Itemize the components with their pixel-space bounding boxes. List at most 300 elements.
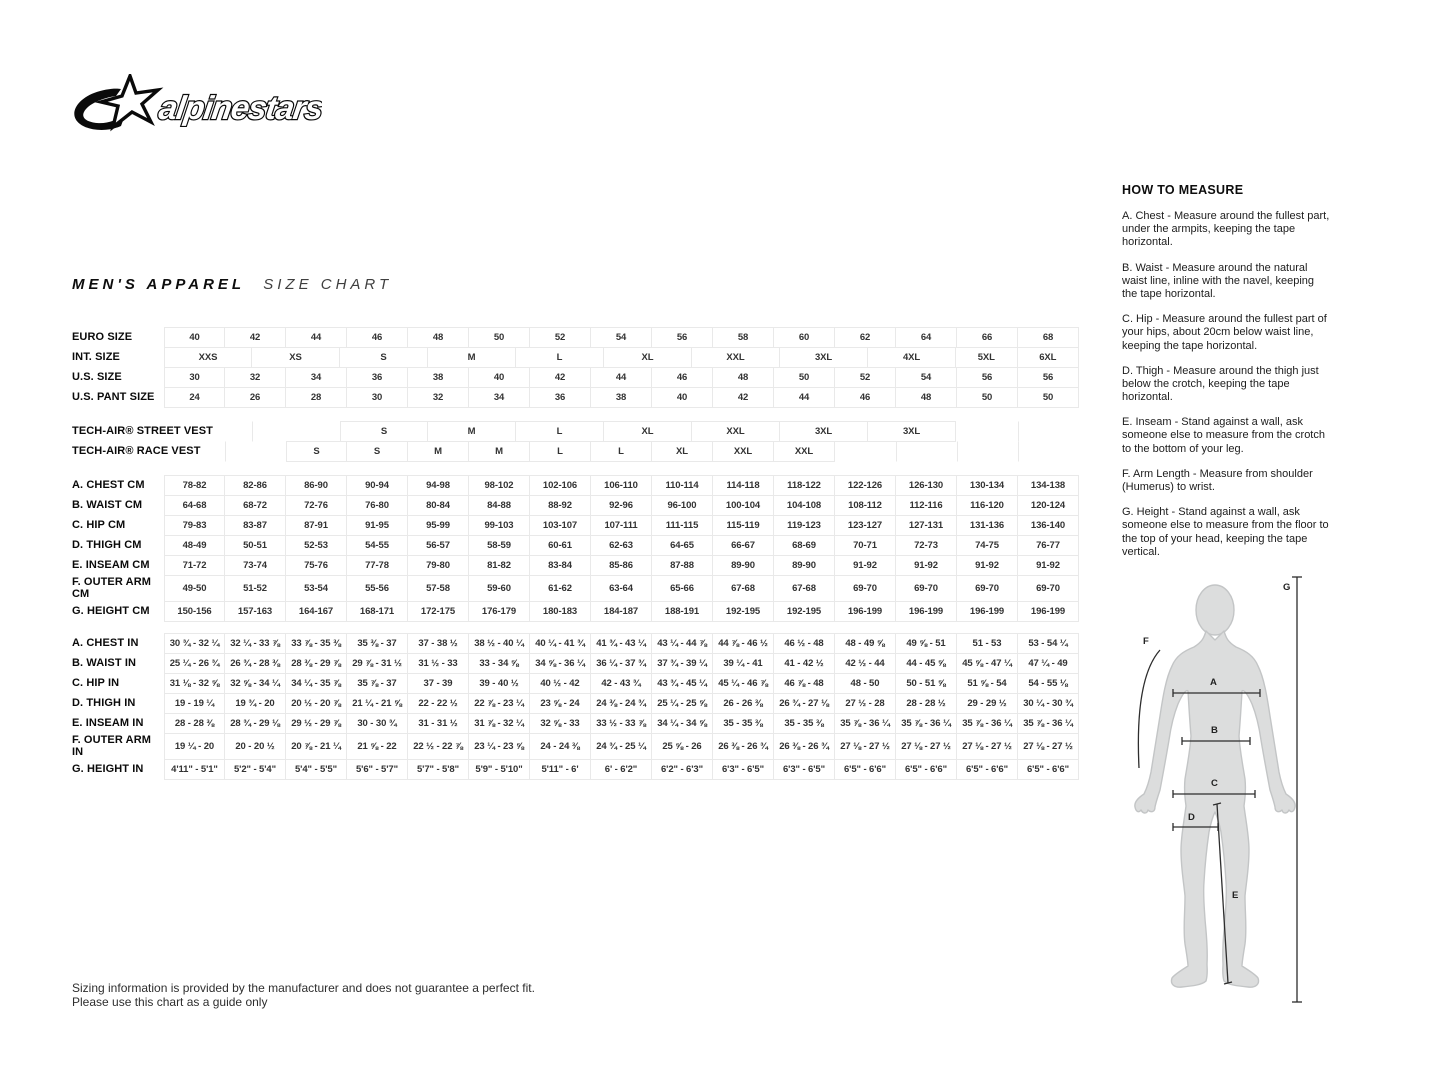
table-group-tech (72, 421, 1080, 462)
table-row (72, 367, 1080, 388)
table-cell: M (408, 441, 469, 462)
table-cell (957, 441, 1018, 462)
table-cell: 64 (896, 327, 957, 348)
row-cells (164, 733, 1080, 760)
table-cell: 26 ⅜ - 26 ¾ (774, 733, 835, 760)
table-group-in (72, 633, 1080, 780)
table-cell: 51-52 (225, 575, 286, 602)
table-cell: 35 ⅞ - 36 ¼ (1018, 713, 1079, 734)
table-cell: 91-92 (957, 555, 1018, 576)
row-cells (164, 475, 1080, 496)
table-cell: 176-179 (469, 601, 530, 622)
table-row (72, 327, 1080, 348)
table-cell: 180-183 (530, 601, 591, 622)
table-cell: 71-72 (164, 555, 225, 576)
table-cell: 40 ½ - 42 (530, 673, 591, 694)
table-cell: 87-88 (652, 555, 713, 576)
figure-label-inseam: E (1232, 890, 1239, 901)
table-cell: 33 ½ - 33 ⅞ (591, 713, 652, 734)
figure-head (1196, 585, 1234, 635)
table-cell: 102-106 (530, 475, 591, 496)
row-label: G. HEIGHT IN (72, 762, 144, 775)
table-cell: 28 - 28 ½ (896, 693, 957, 714)
table-cell: 48-49 (164, 535, 225, 556)
page-title-sub: SIZE CHART (263, 276, 393, 293)
table-cell: 35 ⅞ - 36 ¼ (896, 713, 957, 734)
logo-wordmark: alpinestars (156, 90, 322, 127)
table-cell: 31 - 31 ½ (408, 713, 469, 734)
table-cell: 56 (957, 367, 1018, 388)
table-cell: 83-84 (530, 555, 591, 576)
table-cell: 26 (225, 387, 286, 408)
table-cell: 22 ½ - 22 ⅞ (408, 733, 469, 760)
table-cell: 26 ¾ - 27 ⅛ (774, 693, 835, 714)
table-cell: 56-57 (408, 535, 469, 556)
table-cell: 106-110 (591, 475, 652, 496)
row-cells (164, 673, 1080, 694)
table-cell: 54 (896, 367, 957, 388)
table-cell: 5'6" - 5'7" (347, 759, 408, 780)
table-cell: 38 ½ - 40 ¼ (469, 633, 530, 654)
table-cell: 38 (591, 387, 652, 408)
table-cell: 37 ¾ - 39 ¼ (652, 653, 713, 674)
figure-label-hip: C (1211, 778, 1218, 789)
table-cell: 27 ⅛ - 27 ½ (835, 733, 896, 760)
row-cells (164, 713, 1080, 734)
table-cell: 19 ¼ - 20 (164, 733, 225, 760)
table-cell: 28 - 28 ⅜ (164, 713, 225, 734)
table-cell: 6'5" - 6'6" (957, 759, 1018, 780)
table-cell: 35 ⅞ - 36 ¼ (957, 713, 1018, 734)
table-cell: 91-92 (835, 555, 896, 576)
table-cell: 6'2" - 6'3" (652, 759, 713, 780)
table-cell: 5XL (956, 347, 1018, 368)
table-cell: 40 (652, 387, 713, 408)
table-cell: 24 - 24 ⅜ (530, 733, 591, 760)
table-cell: 98-102 (469, 475, 530, 496)
table-cell: 44 ⅞ - 46 ½ (713, 633, 774, 654)
table-cell: 67-68 (713, 575, 774, 602)
table-cell: 59-60 (469, 575, 530, 602)
table-cell: 34 (286, 367, 347, 388)
table-cell: 26 ¾ - 28 ⅜ (225, 653, 286, 674)
measure-instruction-hip: C. Hip - Measure around the fullest part of your hips, about 20cm below waist line, keeping the tape horizontal. (1122, 313, 1327, 352)
table-cell: 30 - 30 ¾ (347, 713, 408, 734)
table-cell: 55-56 (347, 575, 408, 602)
row-label: E. INSEAM IN (72, 716, 144, 729)
table-cell: 76-80 (347, 495, 408, 516)
table-cell: 32 (225, 367, 286, 388)
table-cell: 127-131 (896, 515, 957, 536)
row-label: B. WAIST CM (72, 498, 143, 511)
table-cell: 53-54 (286, 575, 347, 602)
table-cell: 33 ⅞ - 35 ⅜ (286, 633, 347, 654)
row-cells (164, 495, 1080, 516)
table-cell: 91-92 (896, 555, 957, 576)
row-label: D. THIGH CM (72, 538, 142, 551)
table-cell: 85-86 (591, 555, 652, 576)
table-cell: 184-187 (591, 601, 652, 622)
table-cell: 5'4" - 5'5" (286, 759, 347, 780)
table-cell: 64-65 (652, 535, 713, 556)
table-cell: 46 (347, 327, 408, 348)
table-cell: 6' - 6'2" (591, 759, 652, 780)
table-cell: 188-191 (652, 601, 713, 622)
row-label: D. THIGH IN (72, 696, 136, 709)
row-cells (164, 575, 1080, 602)
table-cell: 25 ¼ - 25 ⅝ (652, 693, 713, 714)
table-cell: 6'5" - 6'6" (1018, 759, 1079, 780)
row-cells (164, 347, 1080, 368)
table-cell: 26 - 26 ⅜ (713, 693, 774, 714)
table-cell: 79-83 (164, 515, 225, 536)
table-cell: 44 - 45 ⅝ (896, 653, 957, 674)
measurement-figure (1130, 574, 1316, 1017)
table-cell: 67-68 (774, 575, 835, 602)
table-cell: S (286, 441, 347, 462)
table-cell: 20 ½ - 20 ⅞ (286, 693, 347, 714)
row-cells (164, 421, 1080, 442)
table-cell: 31 ⅞ - 32 ¼ (469, 713, 530, 734)
table-cell: 99-103 (469, 515, 530, 536)
table-cell: XXL (692, 421, 780, 442)
table-cell: 34 ¼ - 34 ⅝ (652, 713, 713, 734)
table-cell: 4XL (868, 347, 956, 368)
table-cell: XL (652, 441, 713, 462)
table-cell: 22 ⅞ - 23 ¼ (469, 693, 530, 714)
table-cell: 90-94 (347, 475, 408, 496)
measure-instruction-inseam: E. Inseam - Stand against a wall, ask someone else to measure from the crotch to the bottom of your leg. (1122, 416, 1325, 455)
table-cell: 56 (652, 327, 713, 348)
table-cell: 35 ⅞ - 37 (347, 673, 408, 694)
table-cell: XL (604, 421, 692, 442)
table-cell (956, 421, 1018, 442)
table-cell: 65-66 (652, 575, 713, 602)
table-row (72, 693, 1080, 714)
table-cell: 89-90 (713, 555, 774, 576)
table-cell: 19 ¾ - 20 (225, 693, 286, 714)
table-cell: 44 (774, 387, 835, 408)
table-cell (896, 441, 957, 462)
table-cell: 89-90 (774, 555, 835, 576)
table-cell: 95-99 (408, 515, 469, 536)
table-cell: 38 (408, 367, 469, 388)
table-cell: 80-84 (408, 495, 469, 516)
row-cells (164, 515, 1080, 536)
table-cell: 72-76 (286, 495, 347, 516)
table-cell: 39 ¼ - 41 (713, 653, 774, 674)
table-cell: 22 - 22 ½ (408, 693, 469, 714)
how-to-measure-heading: HOW TO MEASURE (1122, 183, 1244, 197)
table-cell: 43 ¾ - 45 ¼ (652, 673, 713, 694)
table-cell: 77-78 (347, 555, 408, 576)
table-cell: 46 ⅞ - 48 (774, 673, 835, 694)
table-cell: 164-167 (286, 601, 347, 622)
page-title (72, 276, 392, 293)
table-row (72, 515, 1080, 536)
table-cell: L (516, 421, 604, 442)
table-cell: 39 - 40 ½ (469, 673, 530, 694)
table-cell: 52-53 (286, 535, 347, 556)
row-cells (164, 387, 1080, 408)
table-cell: M (428, 347, 516, 368)
measure-instruction-waist: B. Waist - Measure around the natural waist line, inline with the navel, keeping the tape horizontal. (1122, 261, 1315, 300)
table-cell: 86-90 (286, 475, 347, 496)
table-cell: 66-67 (713, 535, 774, 556)
table-cell: 48 (713, 367, 774, 388)
table-cell: 100-104 (713, 495, 774, 516)
table-row (72, 441, 1080, 462)
table-cell: 60-61 (530, 535, 591, 556)
table-cell: 50-51 (225, 535, 286, 556)
table-cell: 110-114 (652, 475, 713, 496)
table-cell: 27 ⅛ - 27 ½ (896, 733, 957, 760)
row-cells (164, 535, 1080, 556)
table-cell: 6'5" - 6'6" (835, 759, 896, 780)
table-cell: 42 ½ - 44 (835, 653, 896, 674)
table-cell: 35 - 35 ⅜ (713, 713, 774, 734)
table-cell: 57-58 (408, 575, 469, 602)
table-cell: 34 (469, 387, 530, 408)
table-cell: 46 (652, 367, 713, 388)
table-cell: 45 ⅝ - 47 ¼ (957, 653, 1018, 674)
table-cell: 31 ½ - 33 (408, 653, 469, 674)
table-cell: 40 (164, 327, 225, 348)
table-cell: 40 (469, 367, 530, 388)
table-cell: 61-62 (530, 575, 591, 602)
row-label: TECH-AIR® STREET VEST (72, 424, 213, 437)
table-cell: 103-107 (530, 515, 591, 536)
table-cell: 32 (408, 387, 469, 408)
row-label: EURO SIZE (72, 330, 133, 343)
row-cells (164, 601, 1080, 622)
table-cell: L (516, 347, 604, 368)
logo-star (101, 76, 158, 127)
table-row (72, 575, 1080, 602)
table-cell: 172-175 (408, 601, 469, 622)
table-cell: XXL (692, 347, 780, 368)
row-label: U.S. SIZE (72, 370, 122, 383)
table-cell: 41 ¾ - 43 ¼ (591, 633, 652, 654)
row-label: TECH-AIR® RACE VEST (72, 444, 201, 457)
table-cell: 30 ¾ - 32 ¼ (164, 633, 225, 654)
table-cell: 50 (469, 327, 530, 348)
table-cell: 44 (286, 327, 347, 348)
table-cell: 82-86 (225, 475, 286, 496)
table-cell: 33 - 34 ⅝ (469, 653, 530, 674)
table-cell: 24 ⅜ - 24 ¾ (591, 693, 652, 714)
table-cell: 43 ¼ - 44 ⅞ (652, 633, 713, 654)
table-cell: 34 ⅝ - 36 ¼ (530, 653, 591, 674)
row-label: E. INSEAM CM (72, 558, 150, 571)
table-cell: 6XL (1018, 347, 1080, 368)
table-cell: 83-87 (225, 515, 286, 536)
row-cells (164, 653, 1080, 674)
table-row (72, 555, 1080, 576)
table-cell: 134-138 (1018, 475, 1079, 496)
table-cell: 6'3" - 6'5" (774, 759, 835, 780)
table-cell: 54-55 (347, 535, 408, 556)
table-cell: 50 - 51 ⅝ (896, 673, 957, 694)
table-cell: XL (604, 347, 692, 368)
table-cell: 69-70 (1018, 575, 1079, 602)
table-cell: 27 ½ - 28 (835, 693, 896, 714)
table-cell: 51 - 53 (957, 633, 1018, 654)
row-label: C. HIP IN (72, 676, 120, 689)
table-cell: 31 ⅛ - 32 ⅝ (164, 673, 225, 694)
table-cell: 96-100 (652, 495, 713, 516)
table-cell: 48 - 50 (835, 673, 896, 694)
table-cell: 46 ½ - 48 (774, 633, 835, 654)
table-row (72, 759, 1080, 780)
table-cell: 76-77 (1018, 535, 1079, 556)
table-cell: 41 - 42 ½ (774, 653, 835, 674)
table-cell: XXL (774, 441, 835, 462)
table-cell: 64-68 (164, 495, 225, 516)
table-cell (835, 441, 896, 462)
table-row (72, 347, 1080, 368)
table-cell: M (428, 421, 516, 442)
table-cell: 107-111 (591, 515, 652, 536)
table-cell: 49 ⅝ - 51 (896, 633, 957, 654)
table-cell: 30 (164, 367, 225, 388)
table-cell: 36 (347, 367, 408, 388)
table-row (72, 475, 1080, 496)
table-cell: 118-122 (774, 475, 835, 496)
table-cell: 5'7" - 5'8" (408, 759, 469, 780)
row-label: F. OUTER ARM IN (72, 734, 152, 758)
footer-line-1: Sizing information is provided by the manufacturer and does not guarantee a perfect fit. (72, 981, 535, 995)
table-cell: 28 (286, 387, 347, 408)
table-cell: 5'9" - 5'10" (469, 759, 530, 780)
row-label: F. OUTER ARM CM (72, 576, 152, 600)
table-cell: S (340, 421, 428, 442)
table-cell: 51 ⅝ - 54 (957, 673, 1018, 694)
table-cell: 32 ⅝ - 34 ¼ (225, 673, 286, 694)
table-cell: 69-70 (957, 575, 1018, 602)
table-cell: 21 ⅝ - 22 (347, 733, 408, 760)
table-cell: 111-115 (652, 515, 713, 536)
table-cell: 20 - 20 ½ (225, 733, 286, 760)
table-cell: 68-69 (774, 535, 835, 556)
table-cell: 63-64 (591, 575, 652, 602)
table-cell: 27 ⅛ - 27 ½ (957, 733, 1018, 760)
table-row (72, 387, 1080, 408)
alpinestars-logo-icon (70, 74, 322, 136)
table-cell: 196-199 (896, 601, 957, 622)
table-cell: 87-91 (286, 515, 347, 536)
table-cell: XXS (164, 347, 252, 368)
table-cell: 68 (1018, 327, 1079, 348)
table-cell: 115-119 (713, 515, 774, 536)
table-cell: 37 - 38 ½ (408, 633, 469, 654)
row-cells (164, 693, 1080, 714)
table-cell: 68-72 (225, 495, 286, 516)
figure-label-thigh: D (1188, 812, 1195, 823)
table-group-sizes (72, 327, 1080, 408)
table-row (72, 601, 1080, 622)
table-cell: 126-130 (896, 475, 957, 496)
table-cell: 24 (164, 387, 225, 408)
table-cell: 192-195 (713, 601, 774, 622)
table-row (72, 535, 1080, 556)
table-cell: XXL (713, 441, 774, 462)
table-cell: 25 ¼ - 26 ¾ (164, 653, 225, 674)
table-cell: L (591, 441, 652, 462)
table-cell: 104-108 (774, 495, 835, 516)
table-cell: 48 - 49 ⅝ (835, 633, 896, 654)
row-cells (164, 367, 1080, 388)
table-cell: 42 (530, 367, 591, 388)
table-cell: 88-92 (530, 495, 591, 516)
table-cell: S (340, 347, 428, 368)
table-cell: 35 ⅜ - 37 (347, 633, 408, 654)
table-cell: 29 ½ - 29 ⅞ (286, 713, 347, 734)
table-cell: 114-118 (713, 475, 774, 496)
table-cell: 5'2" - 5'4" (225, 759, 286, 780)
table-cell: 73-74 (225, 555, 286, 576)
table-cell: 29 ⅞ - 31 ½ (347, 653, 408, 674)
table-cell: 34 ¼ - 35 ⅞ (286, 673, 347, 694)
table-cell: 35 - 35 ⅜ (774, 713, 835, 734)
table-cell (1018, 441, 1079, 462)
table-cell: 62-63 (591, 535, 652, 556)
table-cell (1018, 421, 1080, 442)
table-cell: 92-96 (591, 495, 652, 516)
table-cell: 50 (774, 367, 835, 388)
table-cell: 119-123 (774, 515, 835, 536)
table-cell: 196-199 (1018, 601, 1079, 622)
table-cell: 5'11" - 6' (530, 759, 591, 780)
measure-instruction-thigh: D. Thigh - Measure around the thigh just below the crotch, keeping the tape horizontal. (1122, 364, 1319, 404)
table-cell: 70-71 (835, 535, 896, 556)
table-cell: 32 ¼ - 33 ⅞ (225, 633, 286, 654)
table-cell: 150-156 (164, 601, 225, 622)
table-cell: 3XL (868, 421, 956, 442)
table-cell: 3XL (780, 347, 868, 368)
table-cell: 30 (347, 387, 408, 408)
table-cell: XS (252, 347, 340, 368)
footer-note (72, 981, 535, 1010)
table-cell: 32 ⅝ - 33 (530, 713, 591, 734)
table-cell: 4'11" - 5'1" (164, 759, 225, 780)
figure-label-arm: F (1143, 636, 1149, 647)
table-cell: 130-134 (957, 475, 1018, 496)
table-cell: M (469, 441, 530, 462)
table-cell: 20 ⅞ - 21 ¼ (286, 733, 347, 760)
table-cell: 56 (1018, 367, 1079, 388)
figure-label-chest: A (1210, 677, 1217, 688)
table-cell: 6'3" - 6'5" (713, 759, 774, 780)
table-cell: 196-199 (835, 601, 896, 622)
table-cell: 54 - 55 ⅛ (1018, 673, 1079, 694)
table-cell: 69-70 (835, 575, 896, 602)
table-cell: 75-76 (286, 555, 347, 576)
table-cell: 72-73 (896, 535, 957, 556)
table-cell: 48 (896, 387, 957, 408)
table-cell: 21 ¼ - 21 ⅝ (347, 693, 408, 714)
table-cell: 52 (835, 367, 896, 388)
table-cell: 23 ⅝ - 24 (530, 693, 591, 714)
row-cells (164, 759, 1080, 780)
table-cell: 157-163 (225, 601, 286, 622)
table-cell: 42 (225, 327, 286, 348)
table-cell: 122-126 (835, 475, 896, 496)
table-cell: 48 (408, 327, 469, 348)
row-label: INT. SIZE (72, 350, 120, 363)
table-cell: 84-88 (469, 495, 530, 516)
row-label: B. WAIST IN (72, 656, 137, 669)
